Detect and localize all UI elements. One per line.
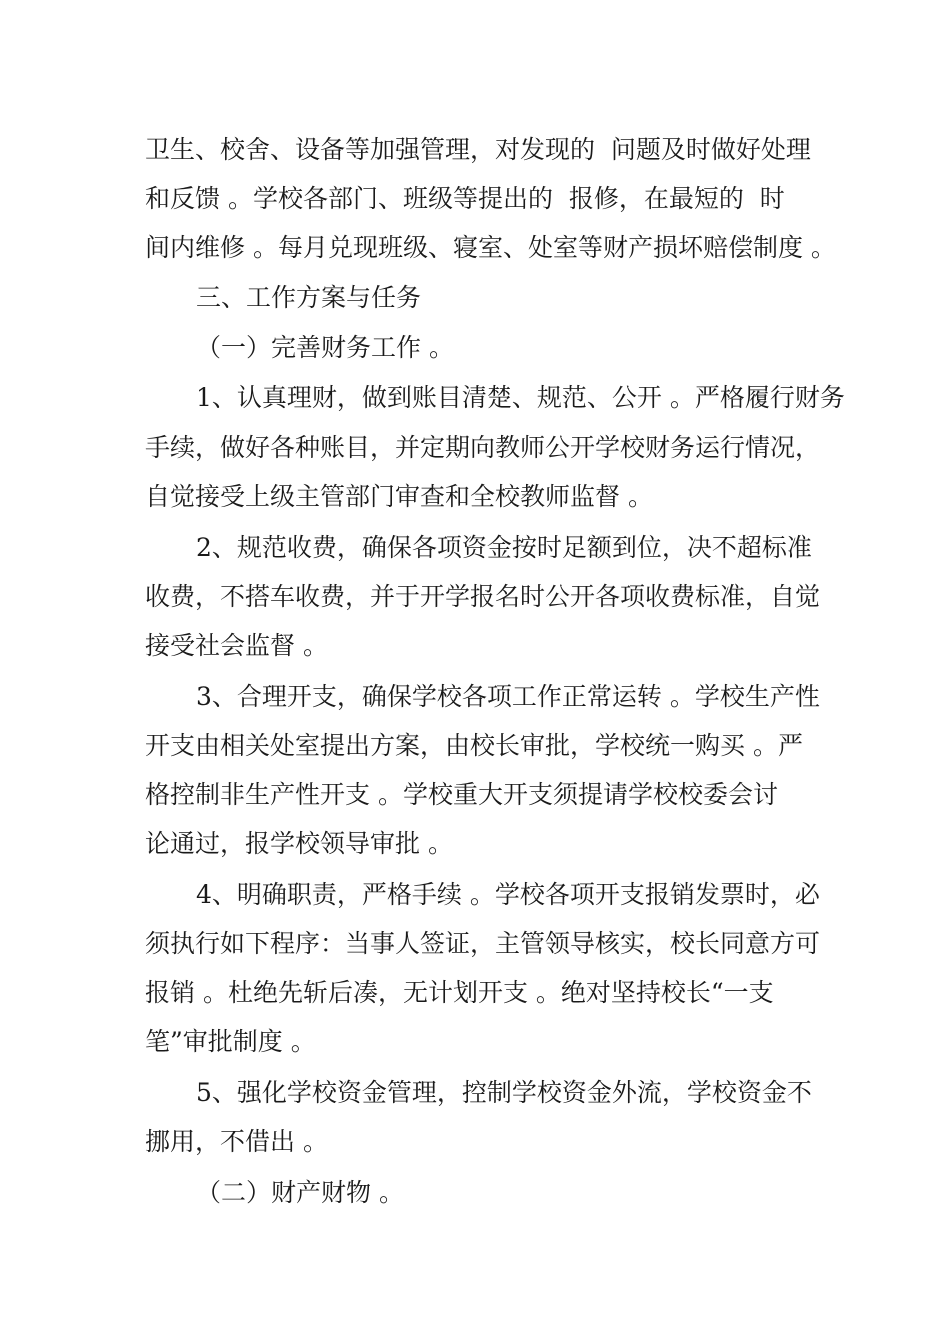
paragraph-line: 5、强化学校资金管理，控制学校资金外流，学校资金不 bbox=[196, 1078, 812, 1107]
paragraph-line: 3、合理开支，确保学校各项工作正常运转 。学校生产性 bbox=[196, 682, 820, 711]
paragraph-line: 格控制非生产性开支 。学校重大开支须提请学校校委会讨 bbox=[145, 780, 778, 809]
text-line: 卫生、校舍、设备等加强管理，对发现的 问题及时做好处理 bbox=[145, 135, 811, 164]
paragraph-line: 自觉接受上级主管部门审查和全校教师监督 。 bbox=[145, 482, 653, 511]
paragraph-line: 接受社会监督 。 bbox=[145, 631, 328, 660]
section-heading: 三、工作方案与任务 bbox=[196, 283, 422, 312]
text-line: 和反馈 。学校各部门、班级等提出的 报修，在最短的 时 bbox=[145, 184, 785, 213]
paragraph-line: 手续，做好各种账目，并定期向教师公开学校财务运行情况， bbox=[145, 433, 821, 462]
paragraph-line: 收费，不搭车收费，并于开学报名时公开各项收费标准，自觉 bbox=[145, 582, 821, 611]
text-line: 间内维修 。每月兑现班级、寝室、处室等财产损坏赔偿制度 。 bbox=[145, 233, 836, 262]
paragraph-line: 2、规范收费，确保各项资金按时足额到位，决不超标准 bbox=[196, 533, 812, 562]
subsection-heading: （二）财产财物 。 bbox=[196, 1178, 404, 1207]
paragraph-line: 须执行如下程序：当事人签证，主管领导核实，校长同意方可 bbox=[145, 929, 821, 958]
paragraph-line: 4、明确职责，严格手续 。学校各项开支报销发票时，必 bbox=[196, 880, 820, 909]
subsection-heading: （一）完善财务工作 。 bbox=[196, 333, 454, 362]
paragraph-line: 报销 。杜绝先斩后凑，无计划开支 。绝对坚持校长“一支 bbox=[145, 978, 774, 1007]
paragraph-line: 笔”审批制度 。 bbox=[145, 1027, 316, 1056]
paragraph-line: 开支由相关处室提出方案，由校长审批，学校统一购买 。严 bbox=[145, 731, 803, 760]
paragraph-line: 1、认真理财，做到账目清楚、规范、公开 。严格履行财务 bbox=[196, 383, 845, 412]
paragraph-line: 论通过，报学校领导审批 。 bbox=[145, 829, 453, 858]
paragraph-line: 挪用，不借出 。 bbox=[145, 1127, 328, 1156]
